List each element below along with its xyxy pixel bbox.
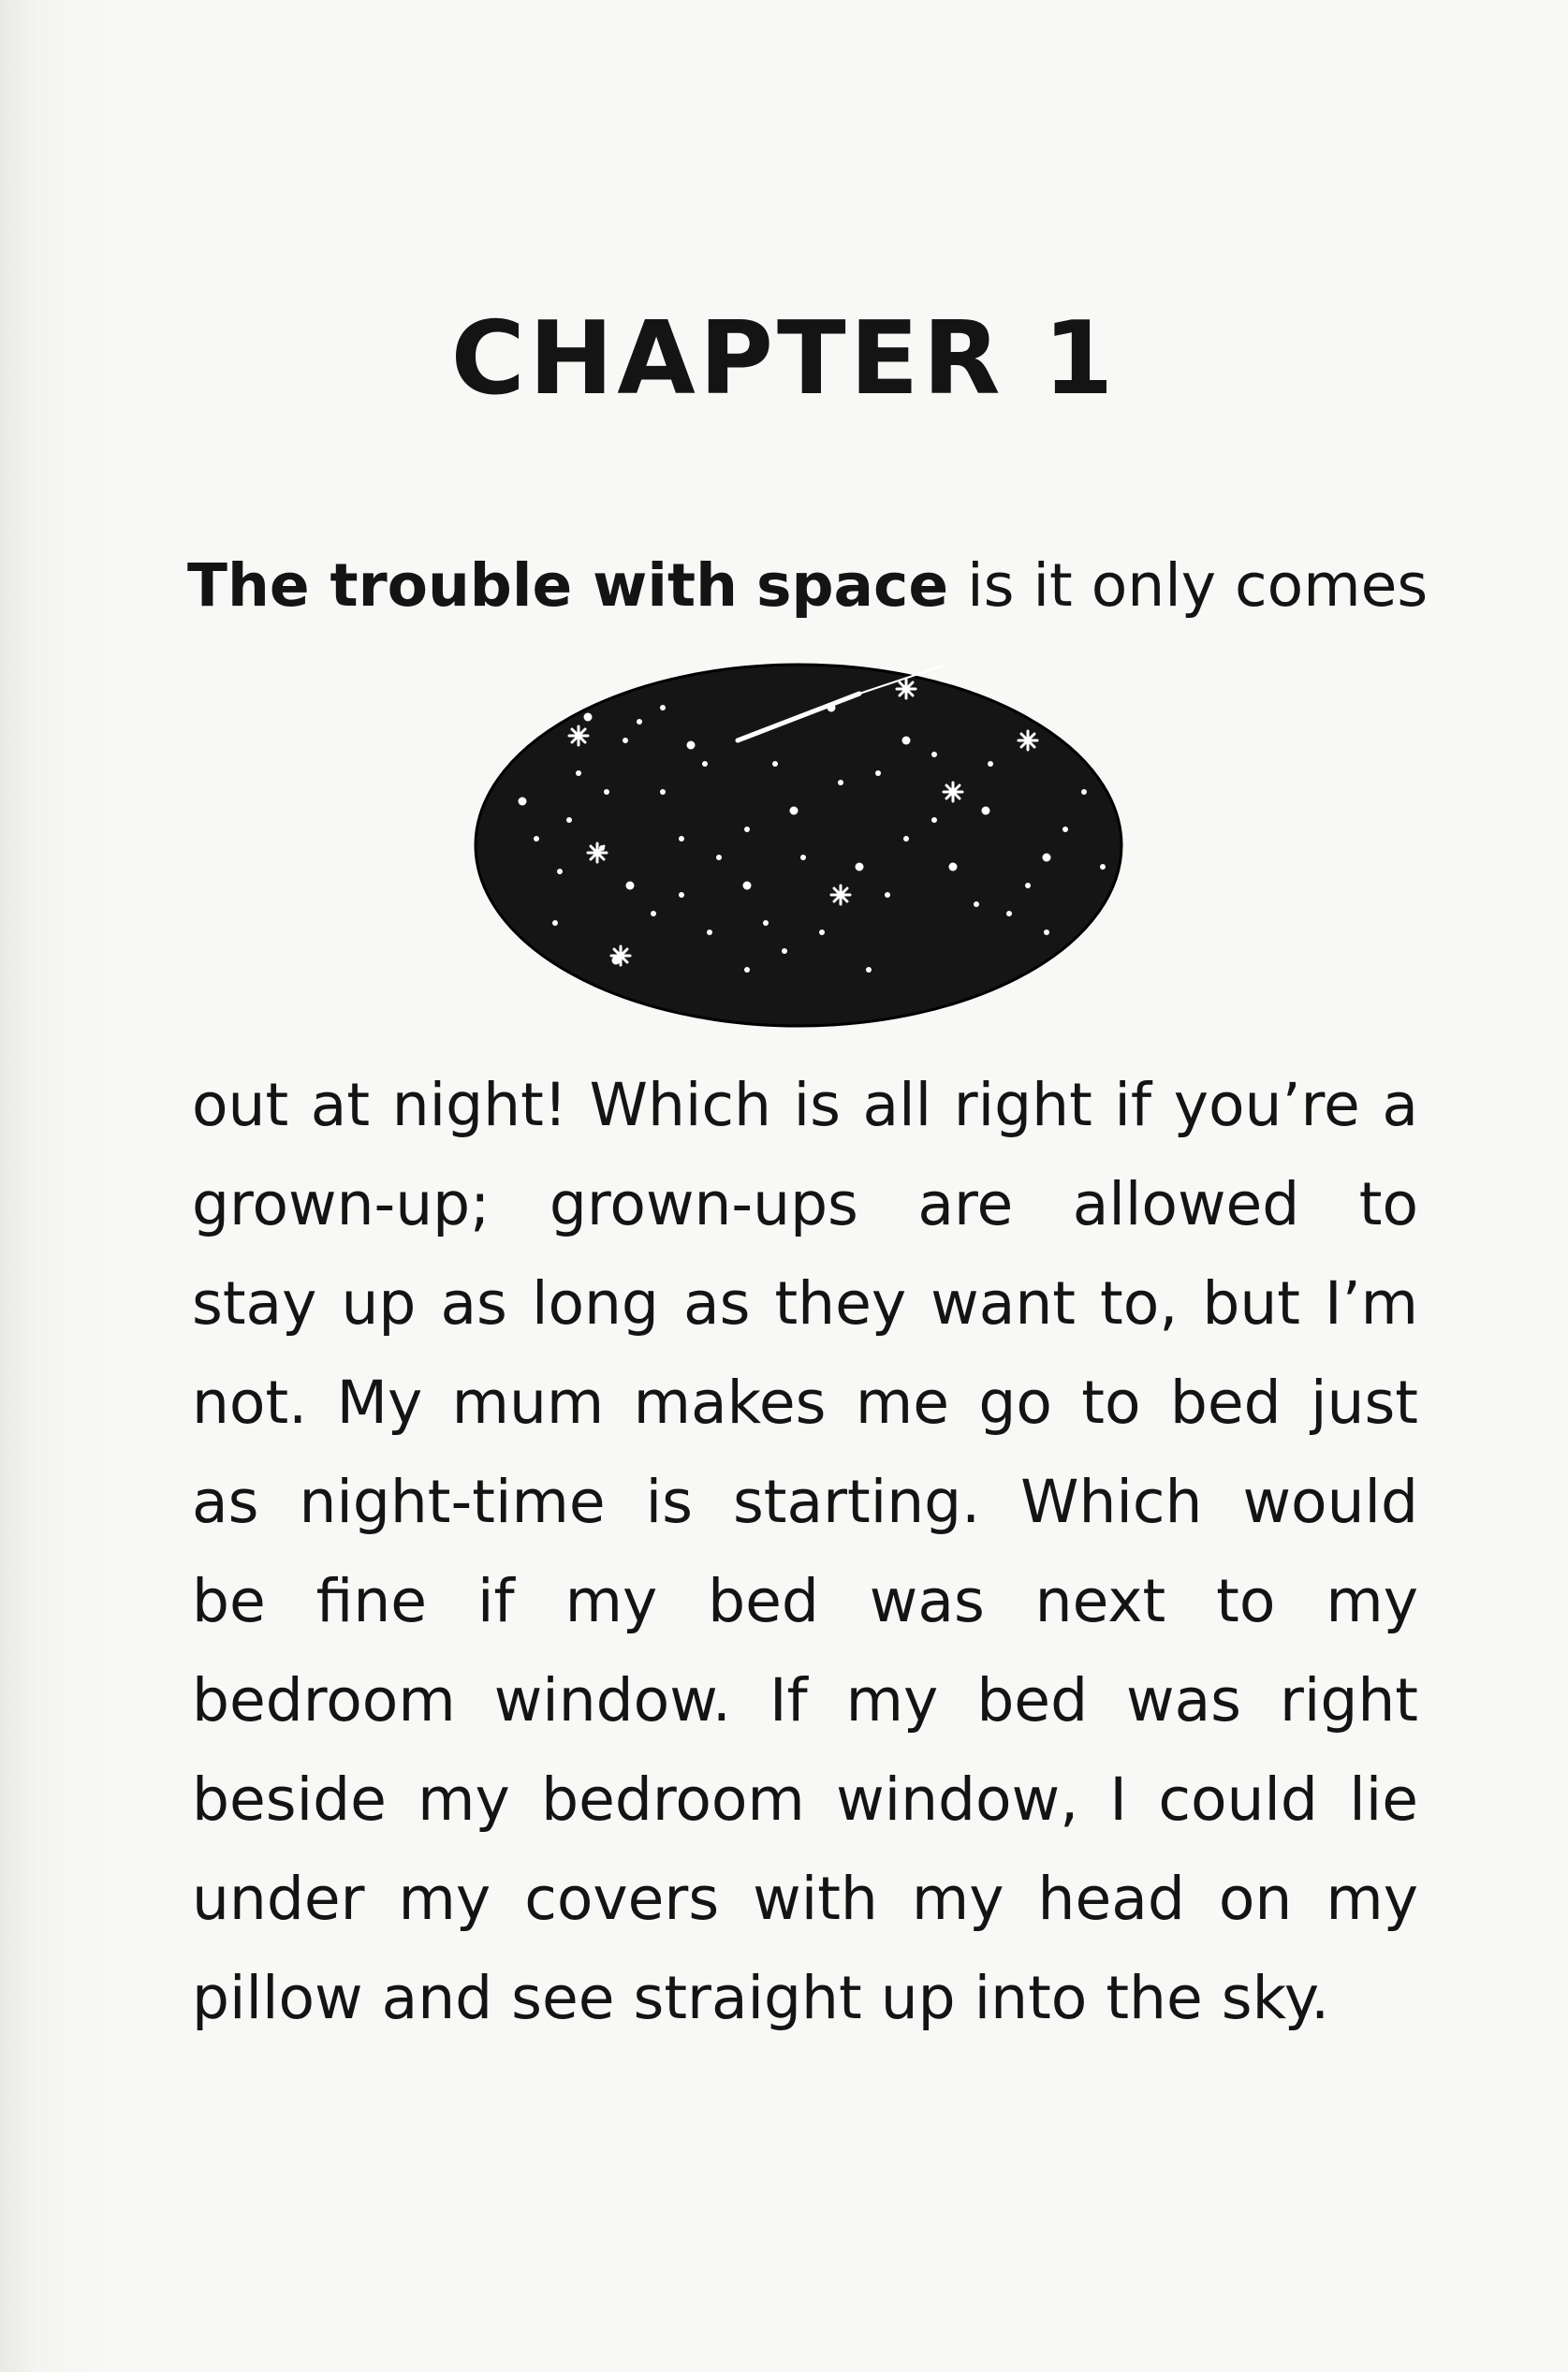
star-sparkle (588, 843, 607, 862)
star-dot (982, 807, 990, 815)
body-line: under my covers with my head on my (192, 1865, 1418, 1933)
star-dot (1081, 789, 1087, 795)
body-line: beside my bedroom window, I could lie (192, 1765, 1418, 1834)
star-dot (651, 911, 656, 916)
star-dot (782, 948, 787, 954)
star-dot (557, 869, 563, 874)
star-dot (1043, 854, 1051, 862)
body-line: as night-time is starting. Which would (192, 1468, 1418, 1536)
star-dot (576, 770, 581, 776)
chapter-title: CHAPTER 1 (450, 300, 1118, 417)
star-dot (687, 741, 696, 750)
star-dot (604, 789, 609, 795)
star-dot (534, 836, 539, 842)
star-dot (931, 752, 937, 757)
star-dot (584, 713, 593, 722)
star-sparkle (611, 946, 630, 965)
star-dot (949, 863, 958, 871)
star-dot (790, 807, 799, 815)
star-dot (707, 930, 712, 935)
star-dot (772, 761, 778, 767)
star-dot (1100, 864, 1106, 870)
star-dot (679, 836, 684, 842)
star-dot (1006, 911, 1012, 916)
star-dot (1025, 883, 1031, 888)
star-sparkle (897, 680, 916, 698)
body-line: be fine if my bed was next to my (192, 1567, 1418, 1635)
star-sparkle (831, 886, 850, 904)
star-dot (716, 855, 722, 860)
star-sparkle (944, 783, 962, 801)
star-dot (744, 827, 750, 832)
body-line: bedroom window. If my bed was right (192, 1666, 1418, 1735)
lead-rest: is it only comes (948, 551, 1429, 620)
body-line: pillow and see straight up into the sky. (192, 1964, 1330, 2032)
star-dot (702, 761, 708, 767)
star-dot (974, 901, 979, 907)
body-line: out at night! Which is all right if you’re a (192, 1071, 1418, 1139)
lead-bold-space: space (755, 551, 949, 620)
star-dot (875, 770, 881, 776)
star-dot (885, 892, 890, 898)
star-sparkle (569, 726, 588, 745)
star-dot (988, 761, 993, 767)
star-dot (519, 798, 527, 806)
star-dot (623, 738, 628, 743)
star-dot (931, 817, 937, 823)
star-dot (566, 817, 572, 823)
lead-bold-phrase: The trouble with (187, 551, 738, 620)
star-dot (660, 705, 666, 710)
star-dot (800, 855, 806, 860)
star-dot (903, 836, 909, 842)
star-dot (819, 930, 825, 935)
star-dot (902, 737, 911, 745)
star-sparkle (1018, 731, 1037, 750)
star-dot (1044, 930, 1049, 935)
star-dot (866, 967, 872, 973)
star-dot (637, 719, 642, 725)
body-line: not. My mum makes me go to bed just (192, 1369, 1418, 1437)
star-dot (838, 780, 843, 785)
star-dot (743, 882, 752, 890)
lead-sentence (187, 550, 1429, 622)
star-dot (679, 892, 684, 898)
star-dot (763, 920, 769, 926)
body-line: stay up as long as they want to, but I’m (192, 1269, 1418, 1338)
star-dot (660, 789, 666, 795)
starry-night-illustration (466, 652, 1131, 1035)
star-dot (744, 967, 750, 973)
star-dot (856, 863, 864, 871)
star-dot (626, 882, 635, 890)
star-dot (1062, 827, 1068, 832)
body-line: grown-up; grown-ups are allowed to (192, 1170, 1418, 1238)
star-dot (552, 920, 558, 926)
body-paragraph (192, 1056, 1418, 2048)
